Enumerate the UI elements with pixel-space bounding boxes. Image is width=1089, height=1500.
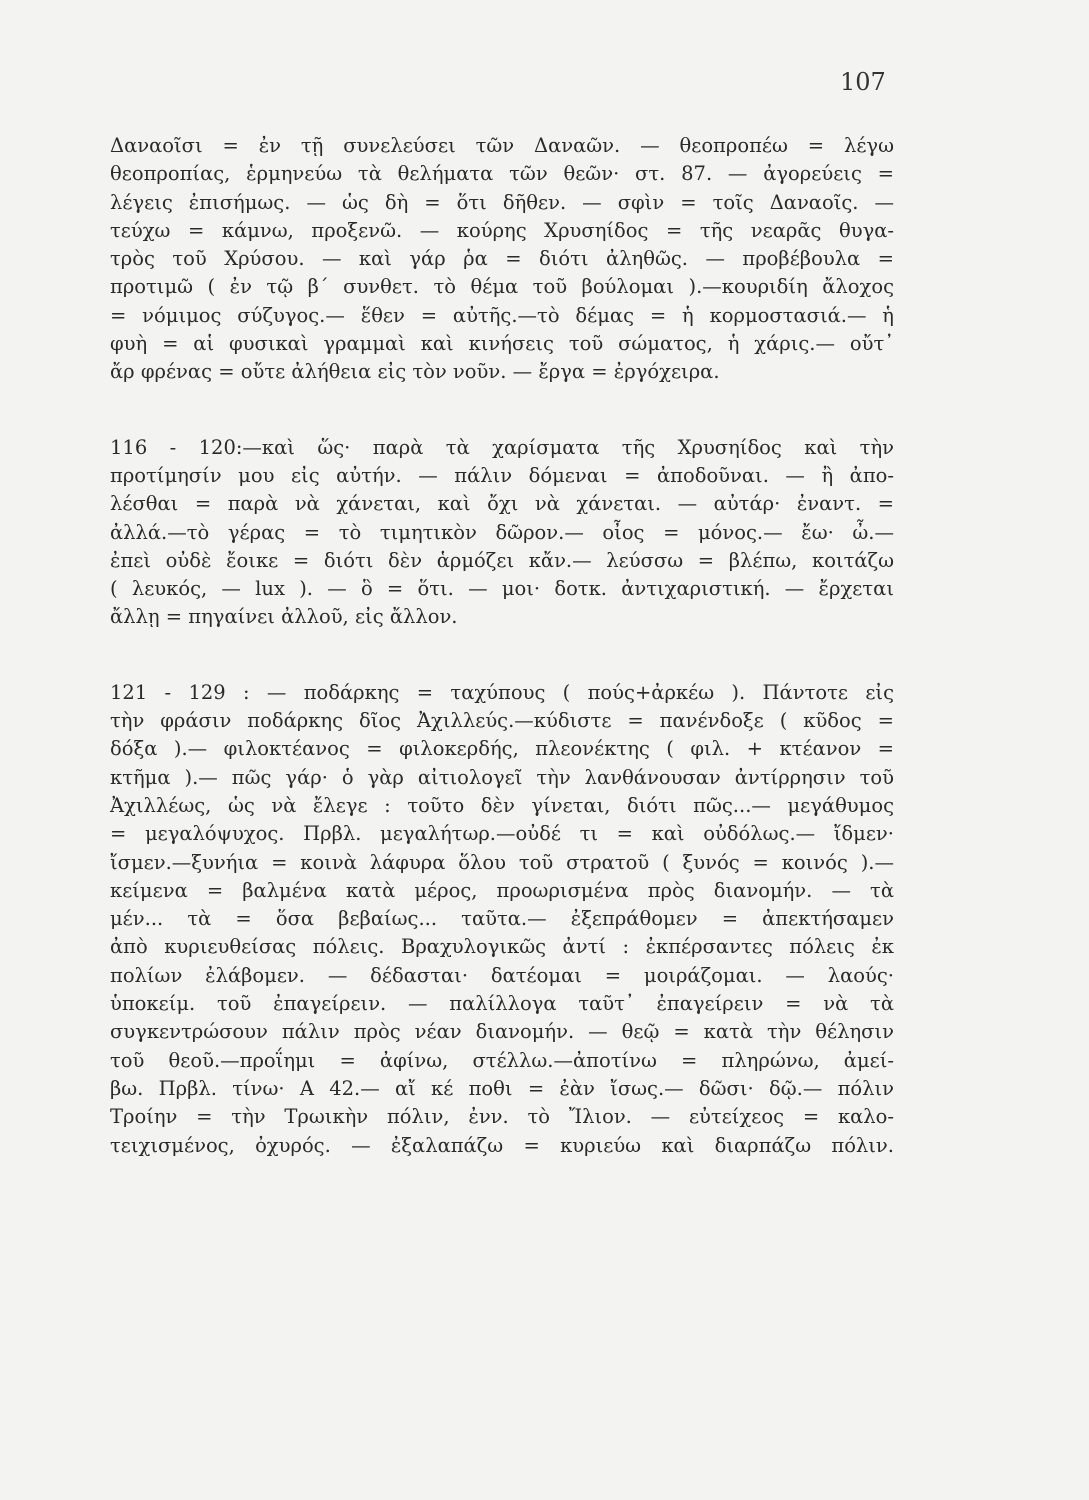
text-line: κείμενα = βαλμένα κατὰ μέρος, προωρισμένα πρὸς διανομήν. — τὰ — [110, 878, 894, 902]
text-line: τοῦ θεοῦ.—προΐημι = ἀφίνω, στέλλω.—ἀποτίνω = πληρώνω, ἀμεί- — [110, 1048, 894, 1072]
text-line: ἀλλά.—τὸ γέρας = τὸ τιμητικὸν δῶρον.— οἶος = μόνος.— ἔω· ὦ.— — [110, 520, 894, 544]
paragraph-1 — [110, 132, 894, 387]
text-line: ἴσμεν.—ξυνήια = κοινὰ λάφυρα ὅλου τοῦ στρατοῦ ( ξυνός = κοινός ).— — [110, 850, 894, 874]
text-line: Δαναοῖσι = ἐν τῇ συνελεύσει τῶν Δαναῶν. — θεοπροπέω = λέγω — [110, 134, 894, 157]
page-number: 107 — [840, 68, 886, 96]
text-line: συγκεντρώσουν πάλιν πρὸς νέαν διανομήν. — θεῷ = κατὰ τὴν θέλησιν — [110, 1020, 894, 1044]
text-line: ἀπὸ κυριευθείσας πόλεις. Βραχυλογικῶς ἀντί : ἐκπέρσαντες πόλεις ἐκ — [110, 935, 894, 959]
text-line: προτιμῶ ( ἐν τῷ β΄ συνθετ. τὸ θέμα τοῦ βούλομαι ).—κουριδίη ἄλοχος — [110, 275, 894, 299]
text-line: θεοπροπίας, ἑρμηνεύω τὰ θελήματα τῶν θεῶν· στ. 87. — ἀγορεύεις = — [110, 162, 894, 186]
text-line: 121 - 129 : — ποδάρκης = ταχύπους ( πούς+ἀρκέω ). Πάντοτε εἰς — [110, 680, 894, 704]
text-line: τεύχω = κάμνω, προξενῶ. — κούρης Χρυσηίδος = τῆς νεαρᾶς θυγα- — [110, 218, 894, 242]
text-line: ἄρ φρένας = οὔτε ἀλήθεια εἰς τὸν νοῦν. — ἔργα = ἐργόχειρα. — [110, 360, 720, 384]
text-line: τρὸς τοῦ Χρύσου. — καὶ γάρ ῥα = διότι ἀληθῶς. — προβέβουλα = — [110, 247, 894, 271]
text-line: μέν... τὰ = ὅσα βεβαίως... ταῦτα.— ἐξεπράθομεν = ἀπεκτήσαμεν — [110, 907, 894, 931]
text-line: ( λευκός, — lux ). — ὃ = ὅτι. — μοι· δοτκ. ἀντιχαριστική. — ἔρχεται — [110, 577, 894, 601]
text-line: κτῆμα ).— πῶς γάρ· ὁ γὰρ αἰτιολογεῖ τὴν λανθάνουσαν ἀντίρρησιν τοῦ — [110, 765, 894, 789]
text-line: τὴν φράσιν ποδάρκης δῖος Ἀχιλλεύς.—κύδιστε = πανένδοξε ( κῦδος = — [110, 709, 894, 733]
text-line: βω. Πρβλ. τίνω· Α 42.— αἴ κέ ποθι = ἐὰν ἴσως.— δῶσι· δῷ.— πόλιν — [110, 1076, 894, 1100]
text-line: 116 - 120:—καὶ ὥς· παρὰ τὰ χαρίσματα τῆς Χρυσηίδος καὶ τὴν — [110, 435, 894, 459]
text-line: ἐπεὶ οὐδὲ ἔοικε = διότι δὲν ἁρμόζει κἄν.— λεύσσω = βλέπω, κοιτάζω — [110, 548, 894, 572]
text-line: ἄλλῃ = πηγαίνει ἀλλοῦ, εἰς ἄλλον. — [110, 605, 458, 629]
text-line: λέσθαι = παρὰ νὰ χάνεται, καὶ ὄχι νὰ χάνεται. — αὐτάρ· ἐναντ. = — [110, 492, 894, 516]
text-line: δόξα ).— φιλοκτέανος = φιλοκερδής, πλεονέκτης ( φιλ. + κτέανον = — [110, 737, 894, 761]
body-text — [110, 132, 894, 1160]
text-line: ὑποκείμ. τοῦ ἐπαγείρειν. — παλίλλογα ταῦτ᾽ ἐπαγείρειν = νὰ τὰ — [110, 992, 894, 1016]
text-line: πολίων ἐλάβομεν. — δέδασται· δατέομαι = μοιράζομαι. — λαούς· — [110, 963, 894, 987]
paragraph-3 — [110, 679, 894, 1160]
text-line: φυὴ = αἱ φυσικαὶ γραμμαὶ καὶ κινήσεις τοῦ σώματος, ἡ χάρις.— οὔτ᾽ — [110, 332, 894, 356]
text-line: προτίμησίν μου εἰς αὐτήν. — πάλιν δόμεναι = ἀποδοῦναι. — ἢ ἀπο- — [110, 463, 894, 487]
text-line: Τροίην = τὴν Τρωικὴν πόλιν, ἐνν. τὸ Ἴλιον. — εὐτείχεος = καλο- — [110, 1105, 894, 1129]
text-line: λέγεις ἐπισήμως. — ὡς δὴ = ὅτι δῆθεν. — σφὶν = τοῖς Δαναοῖς. — — [110, 190, 894, 214]
text-line: Ἀχιλλέως, ὡς νὰ ἔλεγε : τοῦτο δὲν γίνεται, διότι πῶς...— μεγάθυμος — [110, 793, 894, 817]
paragraph-2 — [110, 434, 894, 632]
text-line: τειχισμένος, ὀχυρός. — ἐξαλαπάζω = κυριεύω καὶ διαρπάζω πόλιν. — [110, 1133, 894, 1157]
text-line: = μεγαλόψυχος. Πρβλ. μεγαλήτωρ.—οὐδέ τι = καὶ οὐδόλως.— ἴδμεν· — [110, 822, 894, 846]
text-line: = νόμιμος σύζυγος.— ἕθεν = αὐτῆς.—τὸ δέμας = ἡ κορμοστασιά.— ἡ — [110, 303, 894, 327]
